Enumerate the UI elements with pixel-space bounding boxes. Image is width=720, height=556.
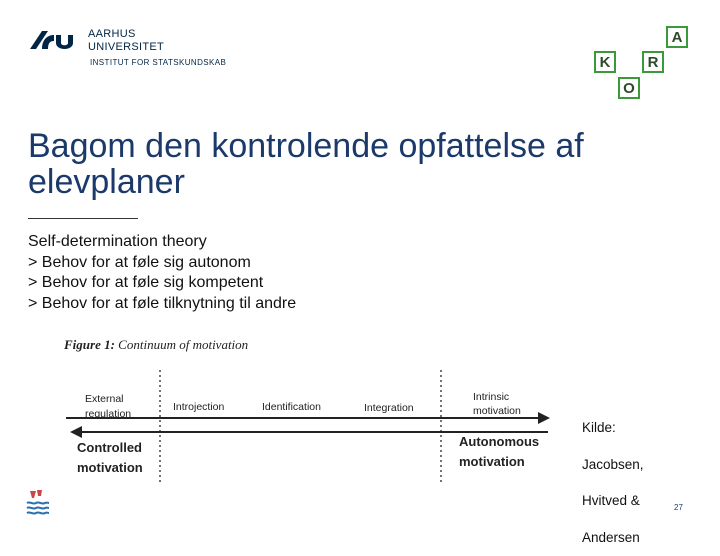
university-name <box>88 28 164 54</box>
bullet-item: > Behov for at føle sig autonom <box>28 253 296 274</box>
stage-external-line1: External <box>85 393 124 405</box>
pole-autonomous-line1: Autonomous <box>459 434 539 449</box>
university-name-line1: AARHUS <box>88 28 164 41</box>
title-divider <box>28 218 138 219</box>
source-line: Jacobsen, <box>582 447 644 484</box>
slide-number: 27 <box>674 503 683 512</box>
motivation-continuum-diagram <box>60 362 560 486</box>
stage-identification: Identification <box>262 401 321 413</box>
figure-caption-text: Continuum of motivation <box>115 337 248 352</box>
stage-integration: Integration <box>364 402 414 414</box>
bullet-list <box>28 232 296 314</box>
pole-controlled-line1: Controlled <box>77 440 142 455</box>
stage-external-line2: regulation <box>85 408 131 420</box>
bullet-item: Self-determination theory <box>28 232 296 253</box>
pole-autonomous-line2: motivation <box>459 454 525 469</box>
figure-caption-label: Figure 1: <box>64 337 115 352</box>
stage-introjection: Introjection <box>173 401 225 413</box>
source-reference <box>582 410 644 556</box>
department-name: INSTITUT FOR STATSKUNDSKAB <box>90 58 226 67</box>
bullet-item: > Behov for at føle sig kompetent <box>28 273 296 294</box>
stage-intrinsic-line1: Intrinsic <box>473 391 509 403</box>
aarhus-university-logo <box>28 27 76 53</box>
kora-letter-r: R <box>642 51 664 73</box>
bullet-item: > Behov for at føle tilknytning til andre <box>28 294 296 315</box>
university-name-line2: UNIVERSITET <box>88 41 164 54</box>
kora-letter-a: A <box>666 26 688 48</box>
arrow-left-head <box>70 426 82 438</box>
pole-controlled-line2: motivation <box>77 460 143 475</box>
figure-caption <box>64 337 248 353</box>
kora-letter-o: O <box>618 77 640 99</box>
university-seal-icon <box>24 488 52 516</box>
source-line: Andersen <box>582 520 644 556</box>
source-line: Kilde: <box>582 410 644 447</box>
stage-intrinsic-line2: motivation <box>473 405 521 417</box>
slide-title: Bagom den kontrolende opfattelse af elevplaner <box>28 128 668 200</box>
source-line: Hvitved & <box>582 483 644 520</box>
kora-letter-k: K <box>594 51 616 73</box>
arrow-right-head <box>538 412 550 424</box>
kora-logo <box>594 26 694 102</box>
